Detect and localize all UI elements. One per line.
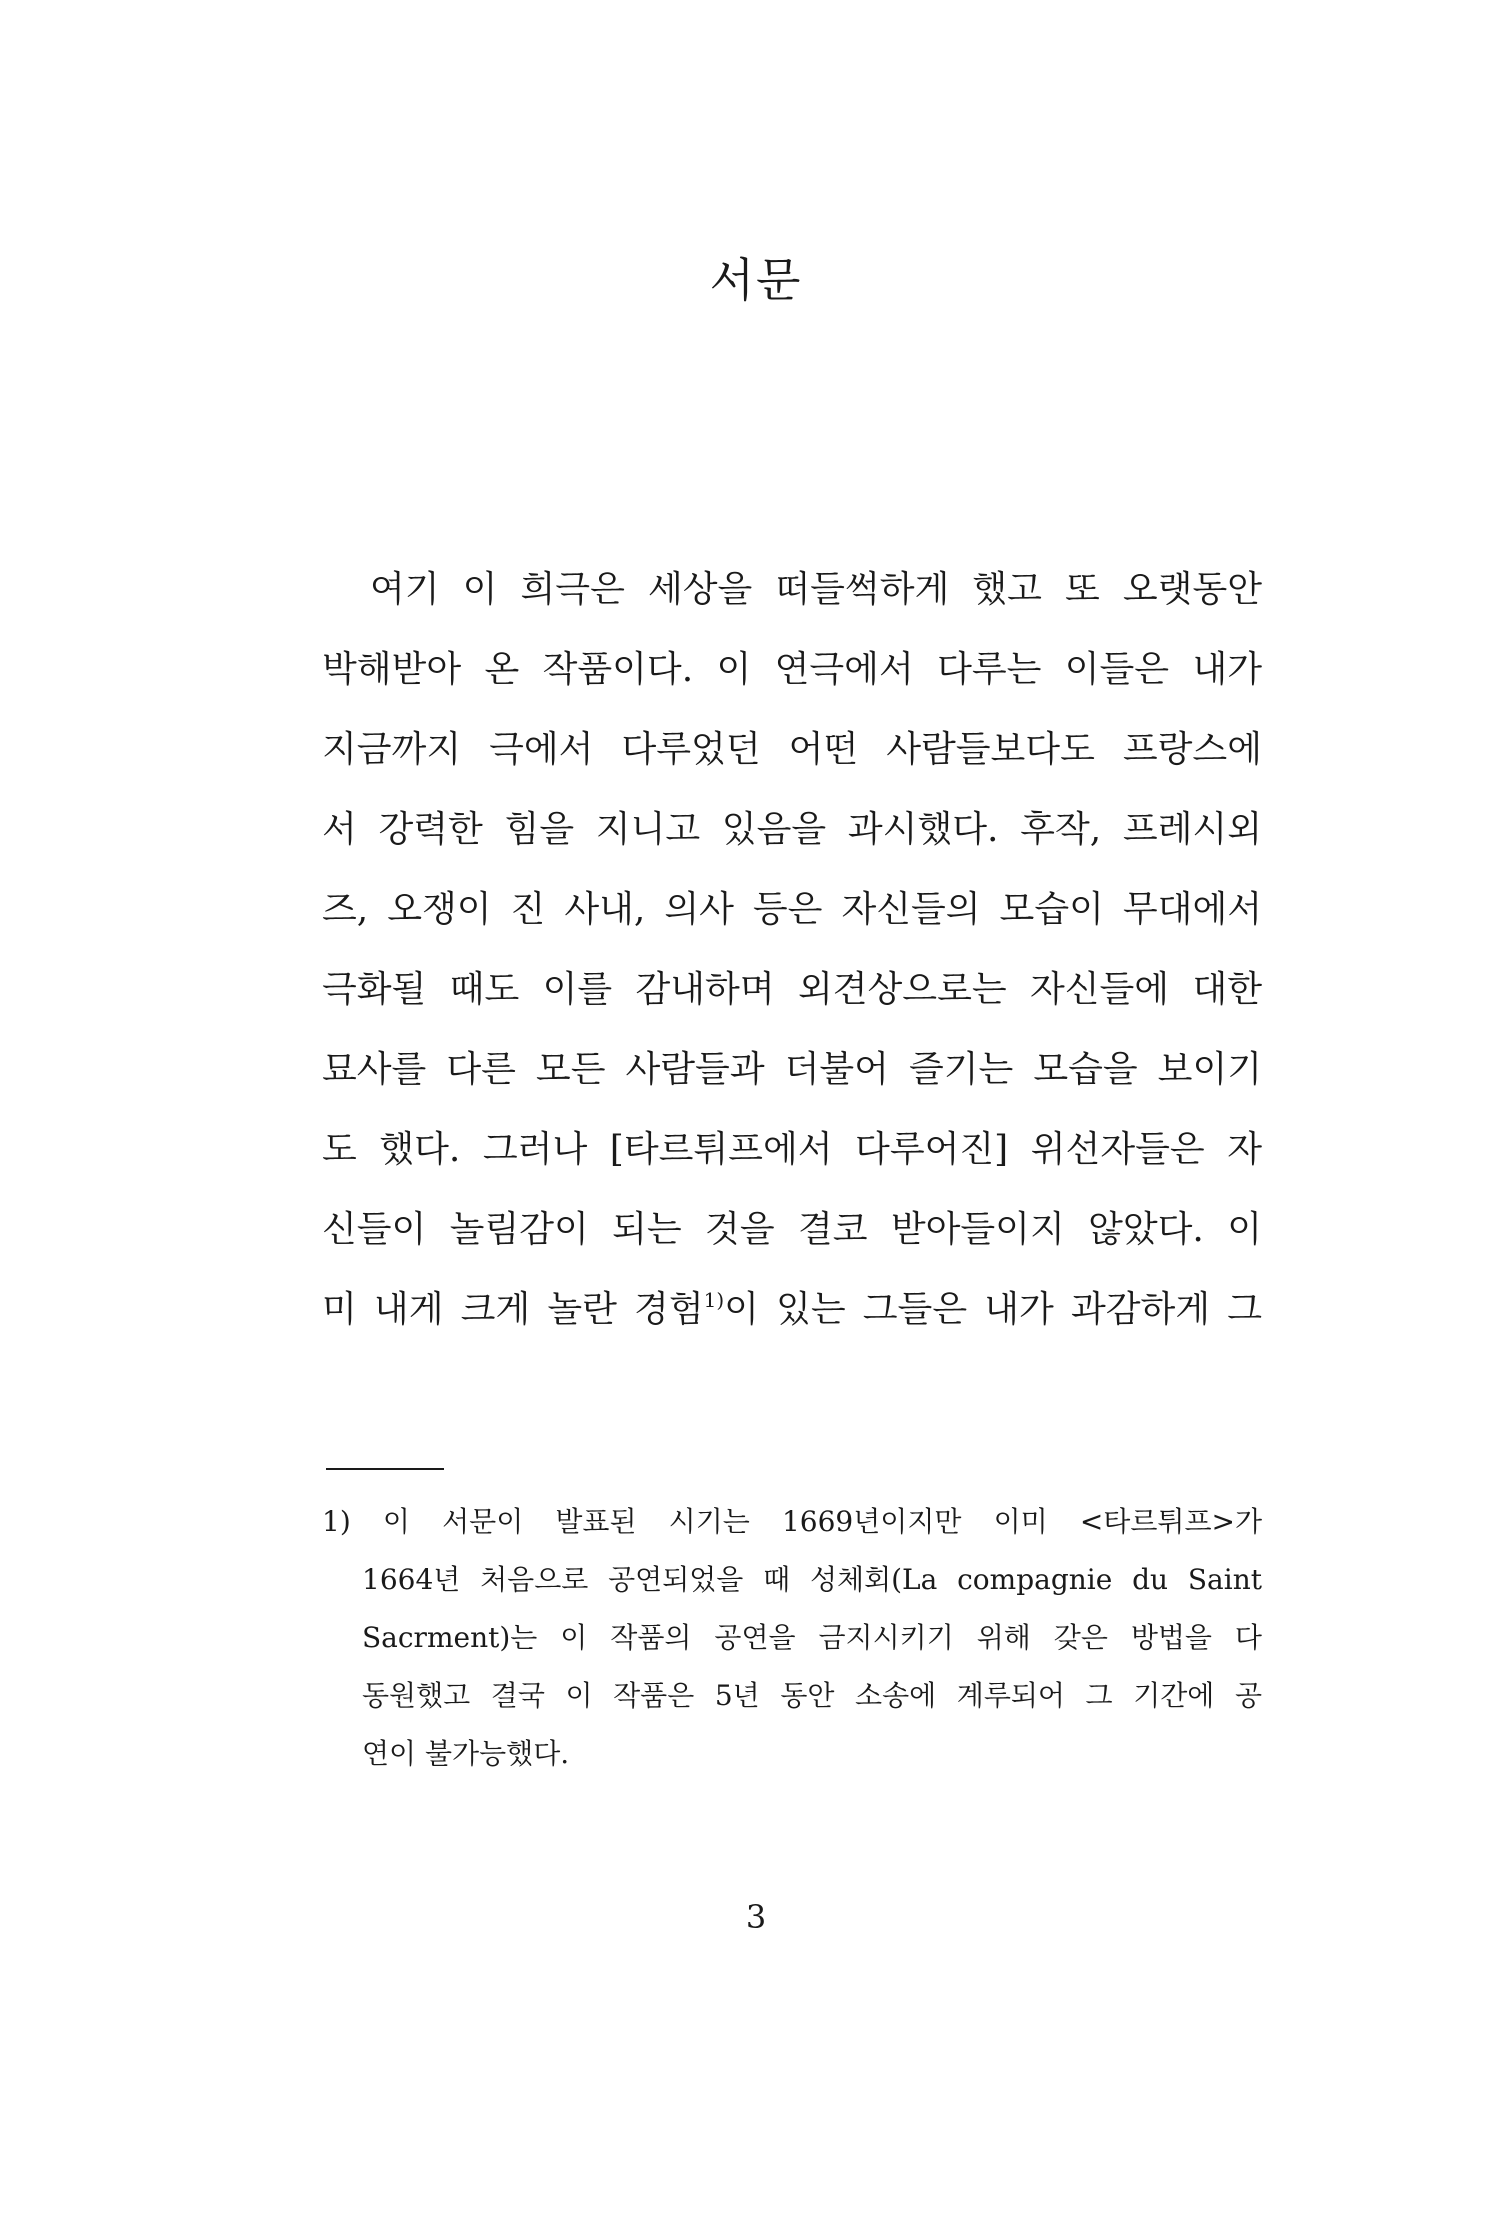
body-line: 박해받아 온 작품이다. 이 연극에서 다루는 이들은 내가 [322,649,1262,690]
body-line: 극화될 때도 이를 감내하며 외견상으로는 자신들에 대한 [322,969,1262,1010]
footnote-line: 연이 불가능했다. [362,1737,570,1770]
page-number: 3 [745,1898,767,1936]
footnote-line: 1) 이 서문이 발표된 시기는 1669년이지만 이미 <타르튀프>가 [322,1505,1262,1538]
footnote-separator [326,1468,444,1470]
body-paragraph [322,550,1262,1350]
body-line-segment: 미 내게 크게 놀란 경험 [322,1289,704,1330]
body-line-with-footnote-ref [322,1270,1262,1350]
footnote-reference[interactable]: 1) [703,1288,725,1312]
body-line: 지금까지 극에서 다루었던 어떤 사람들보다도 프랑스에 [322,729,1262,770]
footnote-line: 동원했고 결국 이 작품은 5년 동안 소송에 계루되어 그 기간에 공 [362,1679,1262,1712]
body-line: 도 했다. 그러나 [타르튀프에서 다루어진] 위선자들은 자 [322,1129,1262,1170]
body-line: 서 강력한 힘을 지니고 있음을 과시했다. 후작, 프레시외 [322,809,1262,850]
body-line: 즈, 오쟁이 진 사내, 의사 등은 자신들의 모습이 무대에서 [322,889,1262,930]
footnote-line: Sacrment)는 이 작품의 공연을 금지시키기 위해 갖은 방법을 다 [362,1621,1262,1654]
footnote-line: 1664년 처음으로 공연되었을 때 성체회(La compagnie du Saint [362,1563,1262,1596]
body-line: 묘사를 다른 모든 사람들과 더불어 즐기는 모습을 보이기 [322,1049,1262,1090]
body-line: 신들이 놀림감이 되는 것을 결코 받아들이지 않았다. 이 [322,1209,1262,1250]
body-line: 여기 이 희극은 세상을 떠들썩하게 했고 또 오랫동안 [370,569,1262,610]
body-line-segment: 이 있는 그들은 내가 과감하게 그 [724,1289,1262,1330]
footnote [322,1493,1262,1783]
page-title: 서문 [709,253,803,307]
